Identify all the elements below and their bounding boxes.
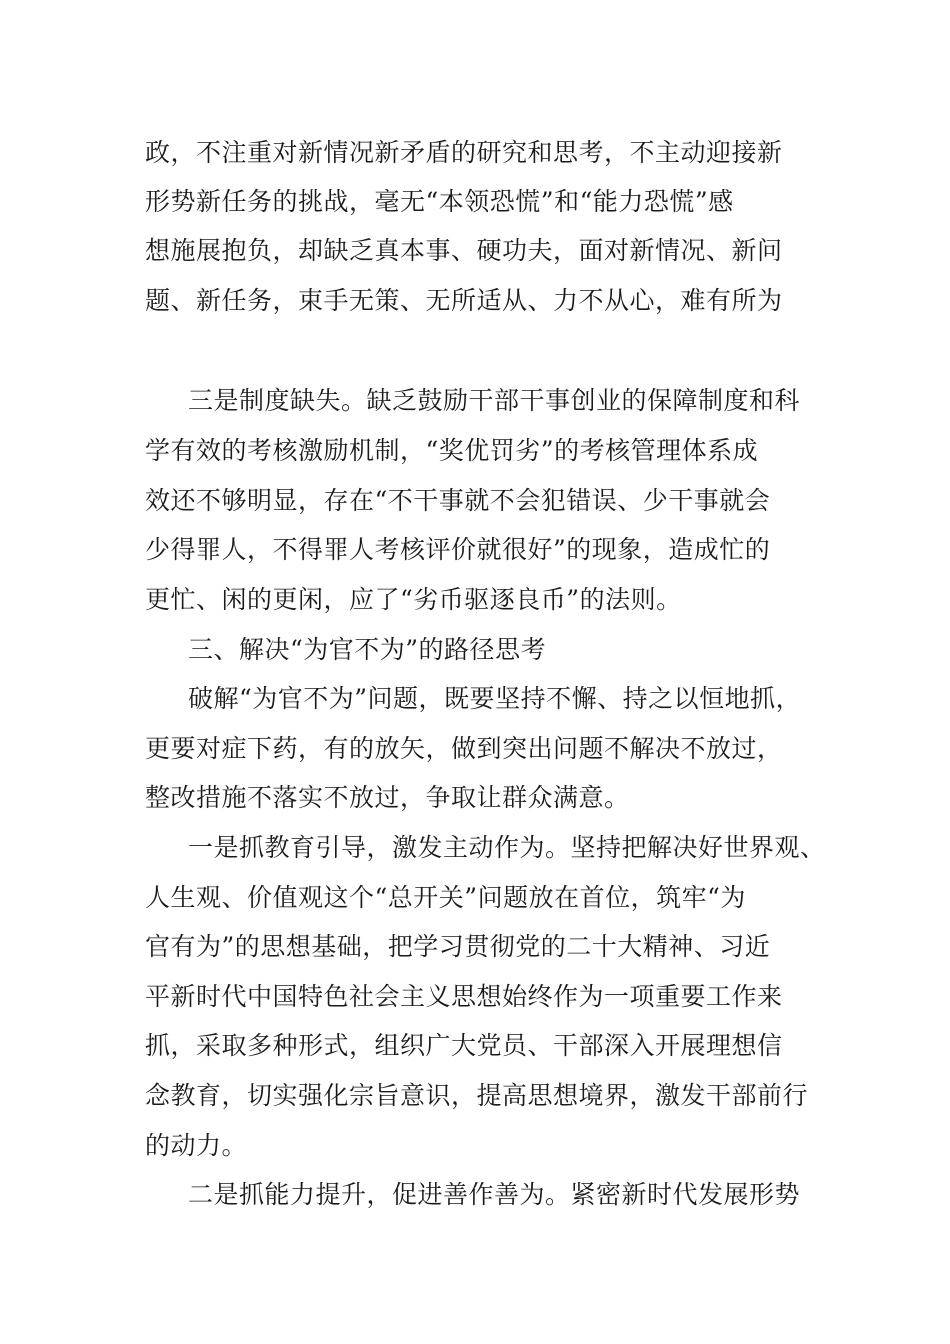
paragraph-start-line: 二是抓能力提升，促进善作善为。紧密新时代发展形势 [188, 1180, 801, 1209]
text-line: 形势新任务的挑战，毫无“本领恐慌”和“能力恐慌”感 [145, 187, 734, 216]
text-line: 更要对症下药，有的放矢，做到突出问题不解决不放过， [145, 734, 783, 763]
text-line: 学有效的考核激励机制，“奖优罚劣”的考核管理体系成 [145, 436, 759, 465]
text-line: 平新时代中国特色社会主义思想始终作为一项重要工作来 [145, 982, 783, 1011]
text-line: 人生观、价值观这个“总开关”问题放在首位，筑牢“为 [145, 883, 746, 912]
text-line: 效还不够明显，存在“不干事就不会犯错误、少干事就会 [145, 486, 771, 515]
text-line: 政，不注重对新情况新矛盾的研究和思考，不主动迎接新 [145, 138, 783, 167]
text-line: 念教育，切实强化宗旨意识，提高思想境界，激发干部前行 [145, 1081, 809, 1110]
text-line: 的动力。 [145, 1131, 248, 1160]
text-line: 抓，采取多种形式，组织广大党员、干部深入开展理想信 [145, 1031, 783, 1060]
text-line: 整改措施不落实不放过，争取让群众满意。 [145, 783, 630, 812]
section-heading: 三、解决“为官不为”的路径思考 [188, 635, 547, 664]
text-line: 想施展抱负，却缺乏真本事、硬功夫，面对新情况、新问 [145, 236, 783, 265]
paragraph-start-line: 破解“为官不为”问题，既要坚持不懈、持之以恒地抓， [188, 684, 802, 713]
paragraph-start-line: 一是抓教育引导，激发主动作为。坚持把解决好世界观、 [188, 833, 826, 862]
text-line: 官有为”的思想基础，把学习贯彻党的二十大精神、习近 [145, 932, 771, 961]
text-line: 题、新任务，束手无策、无所适从、力不从心，难有所为 [145, 286, 783, 315]
paragraph-start-line: 三是制度缺失。缺乏鼓励干部干事创业的保障制度和科 [188, 386, 801, 415]
text-line: 更忙、闲的更闲，应了“劣币驱逐良币”的法则。 [145, 585, 682, 614]
text-line: 少得罪人，不得罪人考核评价就很好”的现象，造成忙的 [145, 535, 771, 564]
